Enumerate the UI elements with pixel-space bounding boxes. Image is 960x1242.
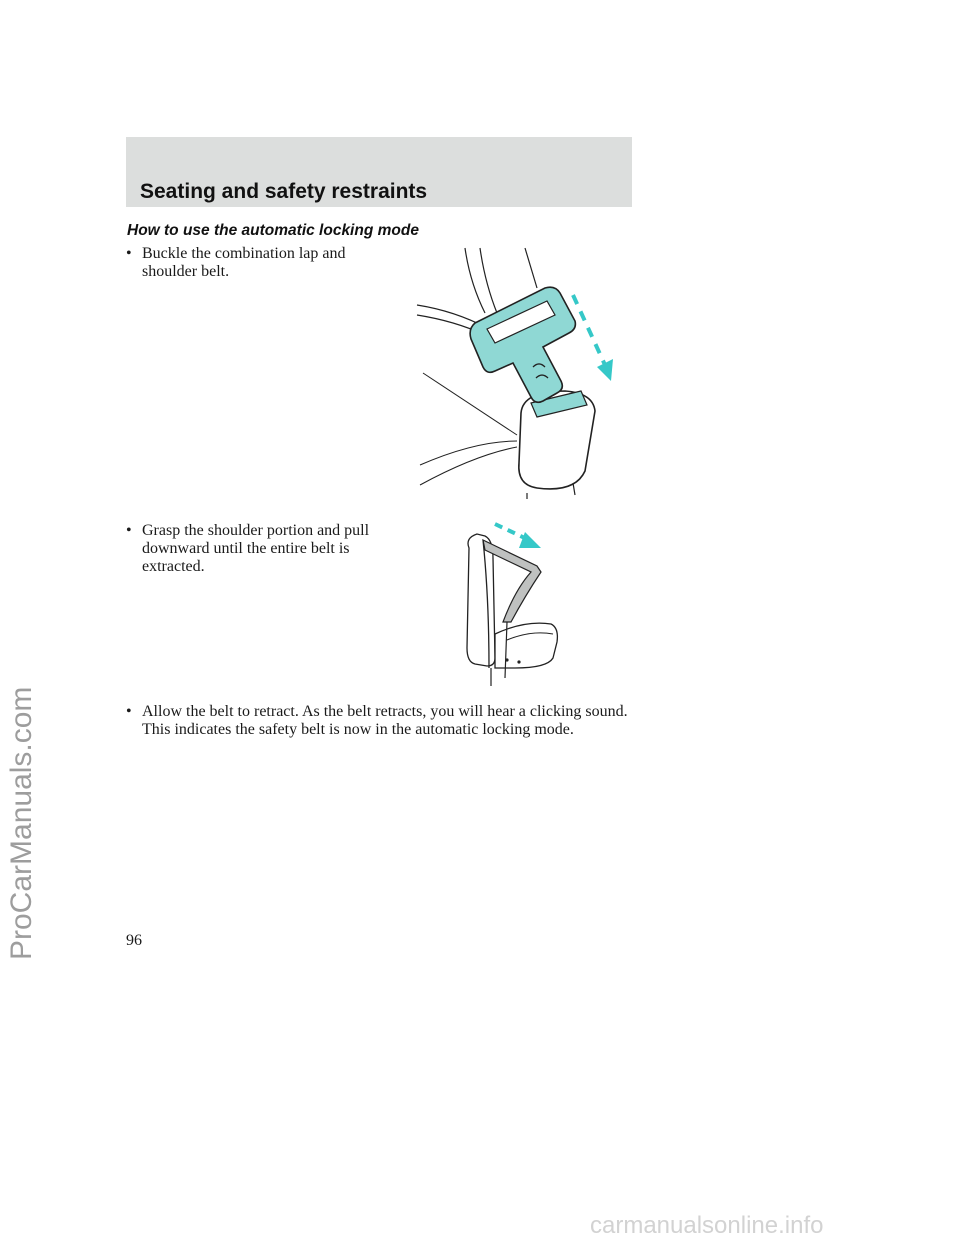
- arrow-head: [519, 532, 541, 548]
- buckle-dot: [517, 660, 520, 663]
- seat-line: [420, 447, 517, 485]
- buckle-drawing: [415, 243, 635, 503]
- latch-plate: [470, 287, 575, 402]
- page-number: 96: [126, 932, 142, 949]
- bullet-marker: •: [126, 522, 132, 539]
- seat-cushion: [495, 623, 557, 668]
- seat-belt-buckle-illustration: [415, 243, 635, 503]
- bullet-marker: •: [126, 703, 132, 720]
- seat-shoulder-belt-illustration: [455, 518, 570, 690]
- section-heading: How to use the automatic locking mode: [127, 222, 419, 239]
- watermark: carmanualsonline.info: [590, 1212, 824, 1239]
- seat-line: [423, 373, 517, 435]
- belt-edge-line: [525, 248, 537, 288]
- bullet-text: Allow the belt to retract. As the belt retracts, you will hear a clicking sound. This indicates the safety belt is now in the automatic locking mode.: [142, 703, 628, 738]
- bullet-item: [126, 522, 376, 576]
- bullet-item: [126, 245, 376, 281]
- bullet-marker: •: [126, 245, 132, 262]
- page-title: Seating and safety restraints: [140, 180, 428, 203]
- belt-edge-line: [480, 248, 497, 313]
- bullet-item: [126, 703, 631, 739]
- bullet-text: Buckle the combination lap and shoulder belt.: [142, 245, 346, 280]
- header-band: [126, 137, 632, 207]
- pull-direction-arrow: [573, 295, 605, 365]
- watermark: ProCarManuals.com: [5, 686, 38, 960]
- bullet-text: Grasp the shoulder portion and pull downward until the entire belt is extracted.: [142, 522, 370, 575]
- seat-back: [467, 534, 495, 666]
- buckle-dot: [505, 658, 508, 661]
- seat-drawing: [455, 518, 570, 690]
